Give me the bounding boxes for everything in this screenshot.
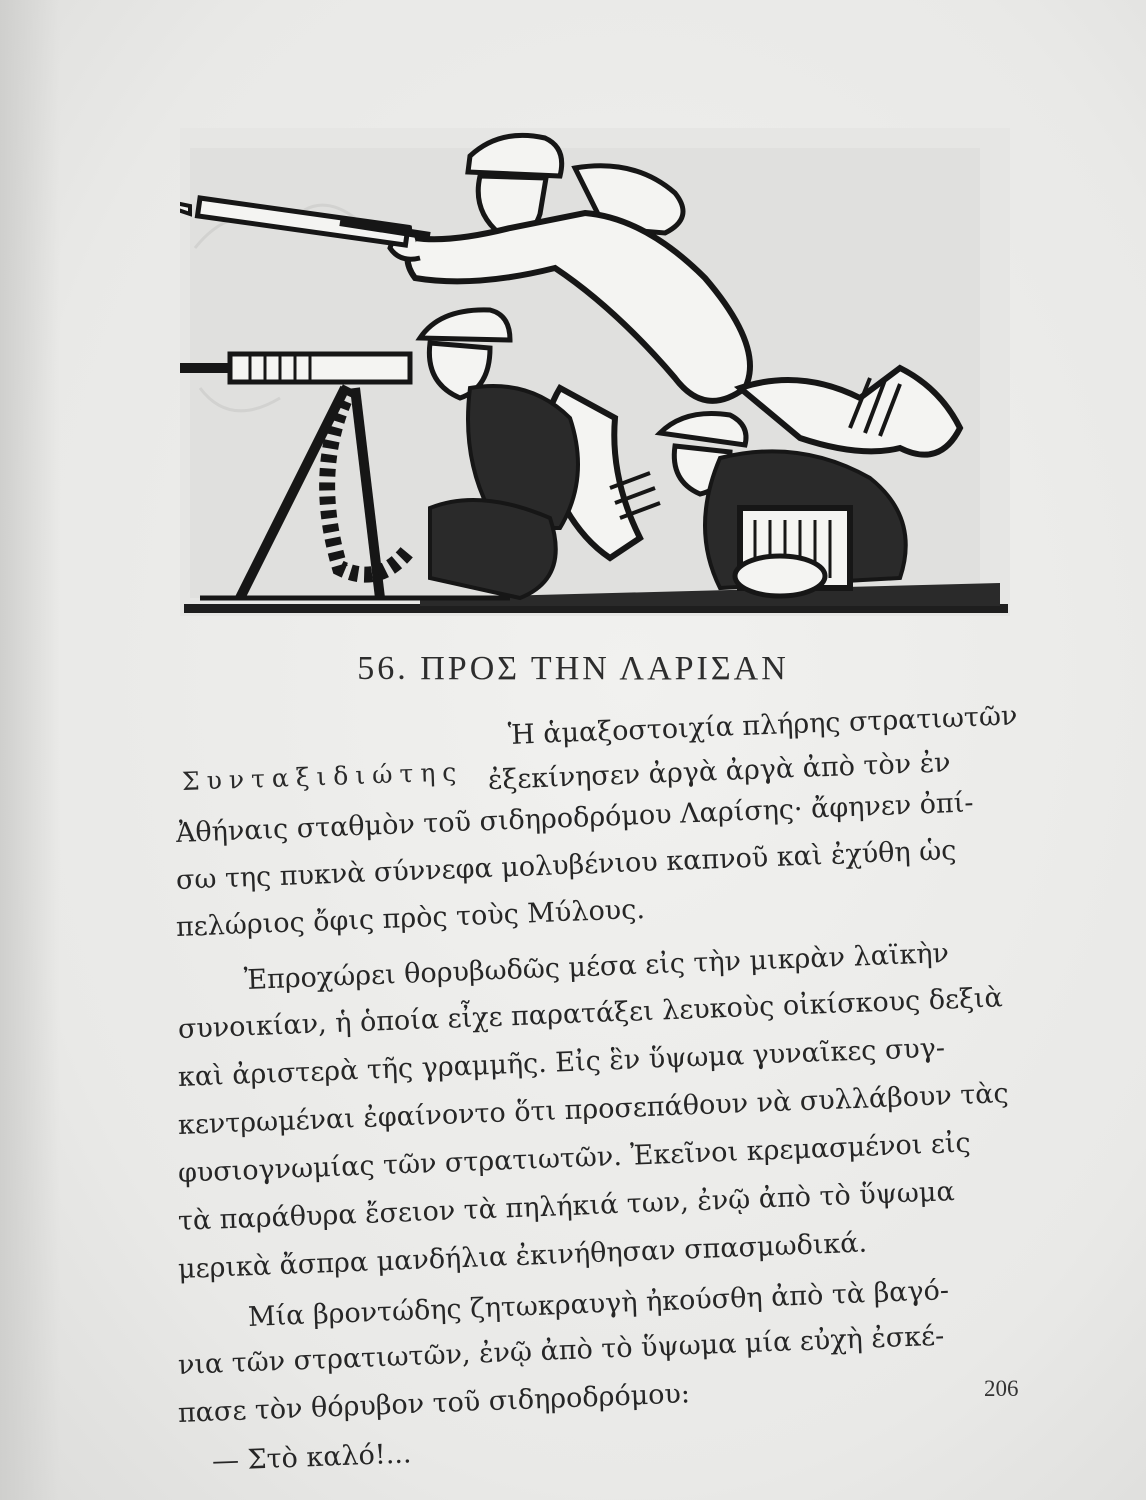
- chapter-title: 56. ΠΡΟΣ ΤΗΝ ΛΑΡΙΣΑΝ: [357, 650, 789, 687]
- text-line: ἐξεκίνησεν ἀργὰ ἀργὰ ἀπὸ τὸν ἐν: [487, 747, 952, 796]
- text-line: Ἀθήναις σταθμὸν τοῦ σιδηροδρόμου Λαρίσης· ἄφηνεν ὀπί-: [175, 787, 974, 849]
- text-line: πασε τὸν θόρυβον τοῦ σιδηροδρόμου:: [177, 1378, 691, 1429]
- text-line: καὶ ἀριστερὰ τῆς γραμμῆς. Εἰς ἓν ὕψωμα γυναῖκες συγ-: [177, 1032, 946, 1093]
- woodcut-illustration: [180, 128, 1010, 616]
- text-line: Ἐπροχώρει θορυβωδῶς μέσα εἰς τὴν μικρὰν λαϊκὴν: [243, 937, 950, 996]
- text-line: κεντρωμέναι ἐφαίνοντο ὅτι προσεπάθουν νὰ συλλάβουν τὰς: [177, 1078, 1010, 1141]
- text-line: τὰ παράθυρα ἔσειον τὰ πηλήκιά των, ἐνῷ ἀπὸ τὸ ὕψωμα: [177, 1176, 956, 1237]
- text-line: πελώριος ὄφις πρὸς τοὺς Μύλους.: [175, 894, 646, 943]
- text-line: μερικὰ ἄσπρα μανδήλια ἐκινήθησαν σπασμωδικά.: [177, 1227, 868, 1285]
- page-edge-shadow: [0, 0, 60, 1500]
- text-line: Μία βροντώδης ζητωκραυγὴ ἠκούσθη ἀπὸ τὰ βαγό-: [247, 1275, 950, 1333]
- side-label: Συνταξιδιώτης: [181, 757, 464, 796]
- text-line: συνοικίαν, ἡ ὁποία εἶχε παρατάξει λευκοὺς οἰκίσκους δεξιὰ: [177, 982, 1004, 1045]
- text-line: σω της πυκνὰ σύννεφα μολυβένιου καπνοῦ καὶ ἐχύθη ὡς: [175, 835, 957, 896]
- text-line: νια τῶν στρατιωτῶν, ἐνῷ ἀπὸ τὸ ὕψωμα μία εὐχὴ ἐσκέ-: [177, 1320, 945, 1381]
- text-line: φυσιογνωμίας τῶν στρατιωτῶν. Ἐκεῖνοι κρεμασμένοι εἰς: [177, 1127, 972, 1189]
- page-number: 206: [984, 1376, 1019, 1401]
- text-line: Ἡ ἁμαξοστοιχία πλήρης στρατιωτῶν: [507, 700, 1018, 751]
- text-line: — Στὸ καλό!...: [211, 1438, 412, 1477]
